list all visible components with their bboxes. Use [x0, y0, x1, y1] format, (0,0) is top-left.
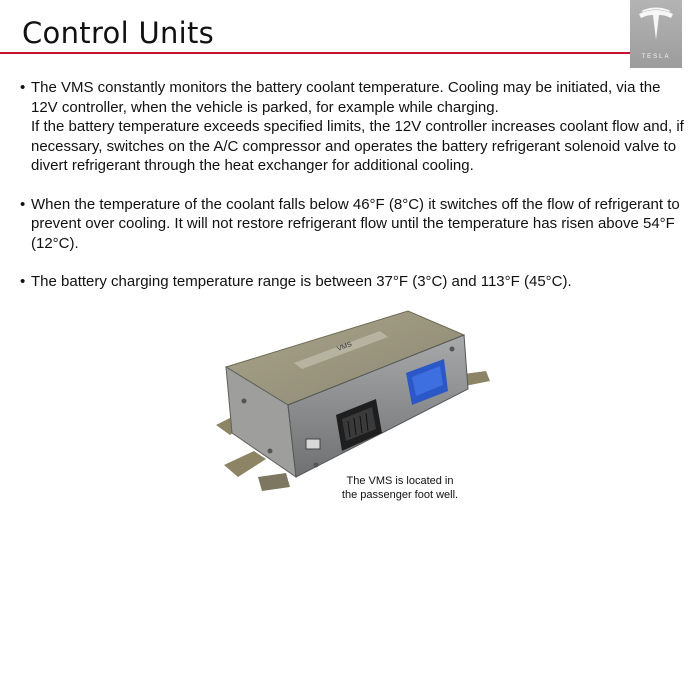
bullet-item	[20, 272, 685, 292]
tesla-wordmark: TESLA	[641, 54, 671, 60]
bullet-paragraph: When the temperature of the coolant falls below 46°F (8°C) it switches off the flow of refrigerant to prevent over cooling. It will not restore refrigerant flow until the temperature has risen above 54°F (12°C).	[31, 195, 680, 252]
bullet-dot: •	[20, 79, 26, 96]
bullet-dot: •	[20, 195, 26, 213]
bullet-paragraph: If the battery temperature exceeds specified limits, the 12V controller increases coolant flow and, if necessary, switches on the A/C compressor and operates the battery refrigerant solenoid valve to divert refrigerant through the heat exchanger for additional cooling.	[31, 118, 684, 174]
mounting-tab	[258, 473, 290, 491]
bullet-paragraph: The battery charging temperature range is between 37°F (3°C) and 113°F (45°C).	[31, 273, 572, 290]
device-label: VMS	[336, 341, 353, 353]
page-title: Control Units	[22, 16, 215, 50]
title-underline	[0, 52, 632, 54]
bullet-paragraph: The VMS constantly monitors the battery coolant temperature. Cooling may be initiated, via the 12V controller, when the vehicle is parked, for example while charging.	[31, 79, 661, 116]
bullet-dot: •	[20, 273, 26, 290]
bullet-list	[20, 78, 685, 311]
small-port	[306, 439, 320, 449]
vms-unit-image	[198, 305, 494, 495]
caption-line: the passenger foot well.	[341, 489, 459, 501]
bullet-item	[20, 195, 685, 254]
tesla-logo	[630, 0, 682, 68]
caption-line: The VMS is located in	[346, 475, 454, 487]
bullet-item	[20, 78, 685, 176]
mounting-tab	[224, 451, 266, 477]
figure-caption	[330, 474, 470, 502]
